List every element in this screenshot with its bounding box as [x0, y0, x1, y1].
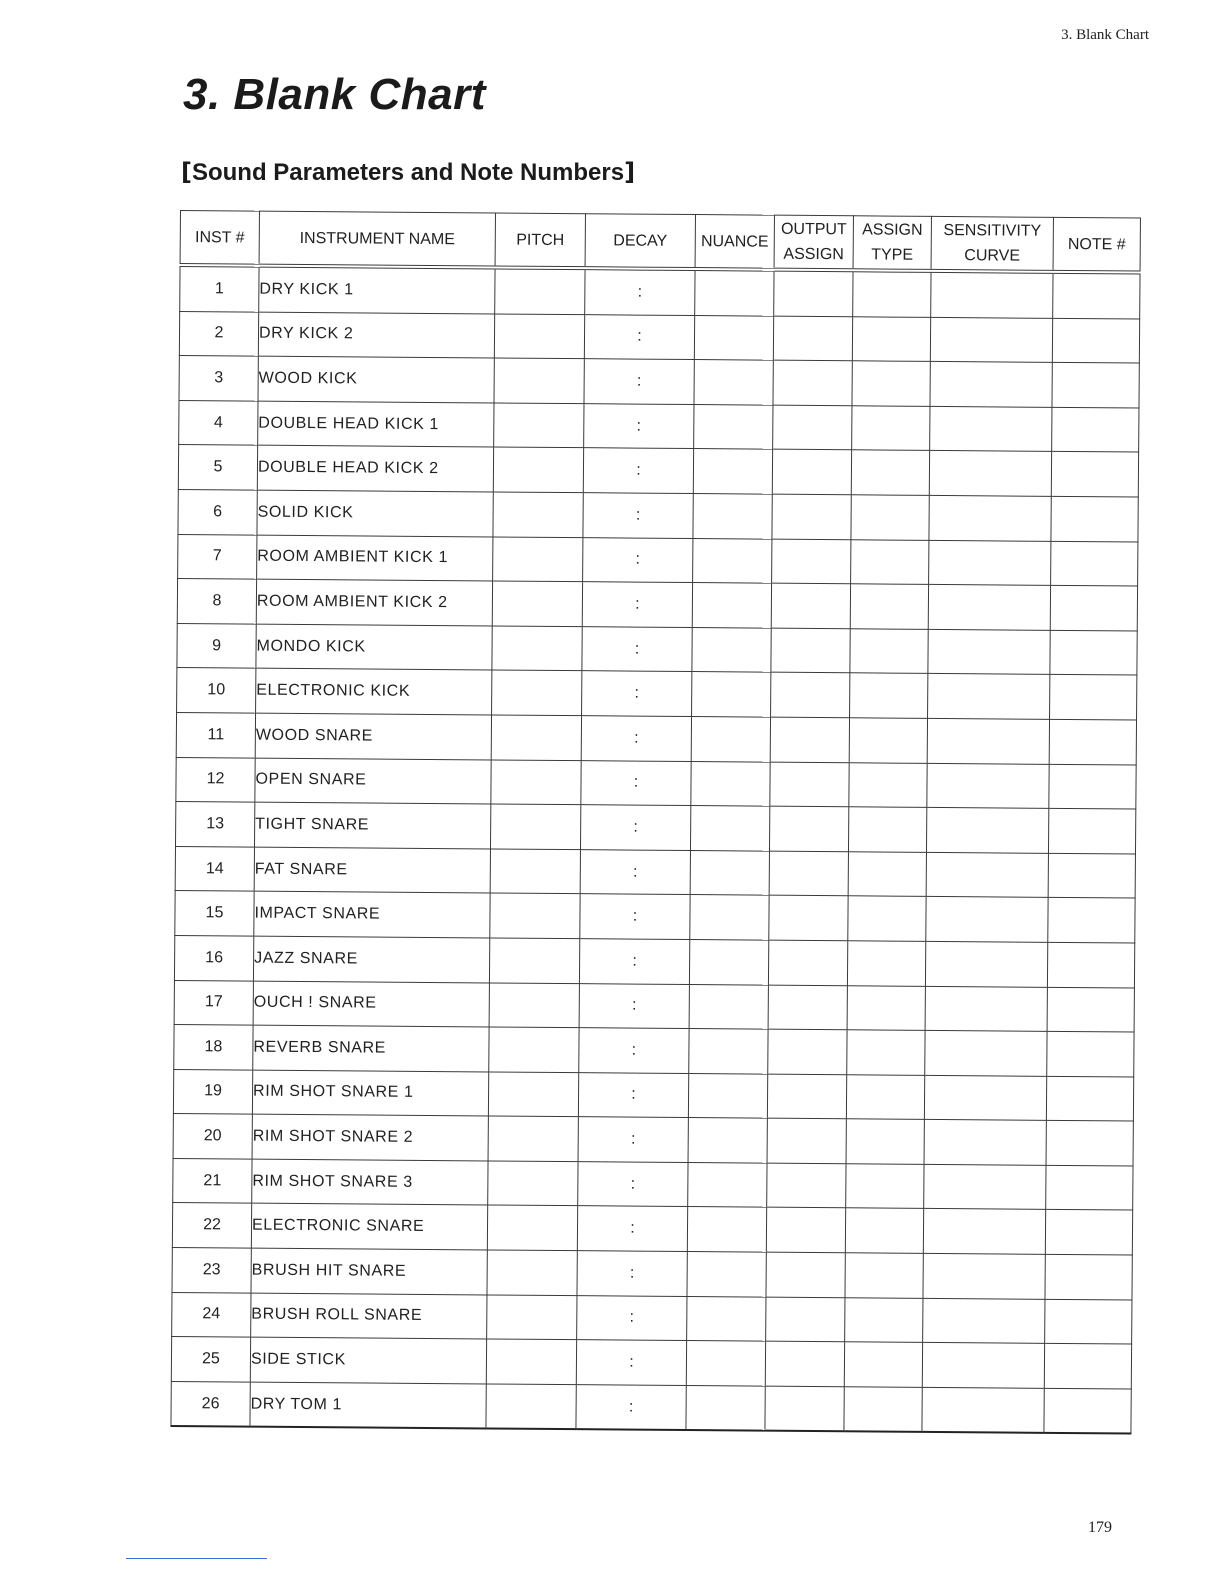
cell-sensitivity-curve[interactable]	[926, 897, 1048, 943]
cell-instrument-name: JAZZ SNARE	[253, 936, 489, 982]
cell-inst-number: 19	[173, 1069, 252, 1114]
cell-decay[interactable]: :	[584, 359, 694, 404]
cell-assign-type[interactable]	[852, 316, 930, 361]
table-row	[171, 1337, 1131, 1389]
cell-note-number[interactable]	[1052, 318, 1139, 363]
cell-nuance[interactable]	[688, 1118, 767, 1163]
table-row	[178, 489, 1138, 541]
cell-assign-type[interactable]	[849, 762, 927, 807]
cell-assign-type[interactable]	[850, 629, 928, 674]
cell-instrument-name: BRUSH ROLL SNARE	[251, 1293, 487, 1339]
cell-assign-type[interactable]	[852, 406, 930, 451]
header-sensitivity-curve	[931, 216, 1053, 271]
cell-pitch[interactable]	[488, 1072, 578, 1117]
cell-assign-type[interactable]	[845, 1208, 923, 1253]
cell-nuance[interactable]	[687, 1252, 766, 1297]
cell-decay[interactable]: :	[581, 760, 691, 805]
cell-pitch[interactable]	[491, 715, 581, 760]
cell-sensitivity-curve[interactable]	[925, 1030, 1047, 1076]
cell-sensitivity-curve[interactable]	[924, 1120, 1046, 1166]
cell-assign-type[interactable]	[852, 361, 930, 406]
cell-assign-type[interactable]	[847, 1030, 925, 1075]
cell-decay[interactable]: :	[582, 582, 692, 627]
cell-inst-number: 22	[172, 1203, 251, 1248]
cell-instrument-name: IMPACT SNARE	[254, 891, 490, 937]
cell-inst-number: 16	[174, 935, 253, 980]
cell-output-assign[interactable]	[773, 360, 852, 405]
cell-assign-type[interactable]	[845, 1253, 923, 1298]
cell-decay[interactable]: :	[576, 1340, 686, 1385]
cell-nuance[interactable]	[689, 939, 768, 984]
table-body	[171, 265, 1140, 1434]
cell-pitch[interactable]	[494, 403, 584, 448]
header-pitch: PITCH	[495, 213, 585, 268]
cell-inst-number: 6	[178, 489, 257, 534]
cell-assign-type[interactable]	[848, 851, 926, 896]
header-output-line2: ASSIGN	[783, 245, 844, 264]
cell-nuance[interactable]	[693, 538, 772, 583]
cell-instrument-name: WOOD KICK	[258, 356, 494, 402]
header-output-line1: OUTPUT	[780, 220, 847, 239]
cell-output-assign[interactable]	[768, 985, 847, 1030]
cell-nuance[interactable]	[690, 895, 769, 940]
cell-inst-number: 15	[175, 891, 254, 936]
header-inst: INST #	[180, 211, 259, 266]
page-number: 179	[1088, 1519, 1112, 1536]
cell-assign-type[interactable]	[849, 718, 927, 763]
cell-note-number[interactable]	[1053, 272, 1140, 319]
page-title: 3. Blank Chart	[183, 70, 486, 119]
cell-output-assign[interactable]	[774, 270, 853, 317]
cell-output-assign[interactable]	[766, 1208, 845, 1253]
cell-assign-type[interactable]	[853, 270, 931, 317]
cell-output-assign[interactable]	[773, 316, 852, 361]
cell-note-number[interactable]	[1049, 764, 1136, 809]
cell-nuance[interactable]	[693, 449, 772, 494]
cell-sensitivity-curve[interactable]	[928, 674, 1050, 720]
table-row	[172, 1203, 1132, 1255]
cell-output-assign[interactable]	[771, 628, 850, 673]
cell-inst-number: 8	[177, 579, 256, 624]
cell-decay[interactable]: :	[583, 493, 693, 538]
table-row	[173, 1069, 1133, 1121]
cell-nuance[interactable]	[692, 583, 771, 628]
cell-sensitivity-curve[interactable]	[923, 1298, 1045, 1344]
cell-sensitivity-curve[interactable]	[926, 808, 1048, 854]
cell-nuance[interactable]	[694, 315, 773, 360]
cell-sensitivity-curve[interactable]	[929, 495, 1051, 541]
cell-pitch[interactable]	[495, 267, 585, 314]
cell-note-number[interactable]	[1045, 1254, 1132, 1299]
cell-instrument-name: ROOM AMBIENT KICK 1	[257, 535, 493, 581]
cell-assign-type[interactable]	[846, 1164, 924, 1209]
cell-instrument-name: RIM SHOT SNARE 1	[252, 1070, 488, 1116]
cell-note-number[interactable]	[1048, 853, 1135, 898]
table-row	[177, 579, 1137, 631]
cell-sensitivity-curve[interactable]	[925, 941, 1047, 987]
cell-pitch[interactable]	[487, 1250, 577, 1295]
footer-rule	[126, 1558, 267, 1559]
cell-assign-type[interactable]	[844, 1387, 922, 1433]
cell-assign-type[interactable]	[850, 584, 928, 629]
cell-pitch[interactable]	[494, 358, 584, 403]
cell-pitch[interactable]	[487, 1295, 577, 1340]
cell-assign-type[interactable]	[844, 1342, 922, 1387]
cell-instrument-name: RIM SHOT SNARE 3	[252, 1159, 488, 1205]
cell-instrument-name: OPEN SNARE	[255, 758, 491, 804]
table-row	[174, 980, 1134, 1032]
header-instrument-name: INSTRUMENT NAME	[259, 211, 495, 267]
cell-sensitivity-curve[interactable]	[926, 852, 1048, 898]
table-row	[176, 757, 1136, 809]
cell-output-assign[interactable]	[772, 494, 851, 539]
cell-assign-type[interactable]	[847, 985, 925, 1030]
cell-instrument-name: WOOD SNARE	[255, 713, 491, 759]
section-title-close-bracket: ]	[624, 158, 636, 186]
cell-decay[interactable]: :	[582, 671, 692, 716]
blank-chart	[170, 210, 1140, 1435]
cell-pitch[interactable]	[493, 537, 583, 582]
cell-instrument-name: DRY TOM 1	[250, 1382, 486, 1429]
cell-pitch[interactable]	[494, 314, 584, 359]
cell-decay[interactable]: :	[584, 314, 694, 359]
cell-nuance[interactable]	[689, 984, 768, 1029]
cell-pitch[interactable]	[489, 982, 579, 1027]
header-output-assign	[774, 215, 853, 270]
cell-inst-number: 5	[178, 445, 257, 490]
cell-assign-type[interactable]	[846, 1119, 924, 1164]
cell-nuance[interactable]	[687, 1296, 766, 1341]
cell-sensitivity-curve[interactable]	[928, 629, 1050, 675]
cell-instrument-name: DOUBLE HEAD KICK 2	[257, 445, 493, 491]
cell-assign-type[interactable]	[846, 1074, 924, 1119]
cell-note-number[interactable]	[1049, 719, 1136, 764]
cell-nuance[interactable]	[686, 1385, 765, 1431]
cell-pitch[interactable]	[490, 893, 580, 938]
cell-instrument-name: DRY KICK 1	[259, 266, 495, 314]
cell-note-number[interactable]	[1052, 363, 1139, 408]
cell-inst-number: 7	[178, 534, 257, 579]
cell-inst-number: 11	[176, 712, 255, 757]
cell-nuance[interactable]	[695, 269, 774, 316]
table-row	[175, 891, 1135, 943]
header-note-number: NOTE #	[1053, 217, 1140, 272]
cell-pitch[interactable]	[492, 626, 582, 671]
cell-decay[interactable]: :	[583, 537, 693, 582]
cell-nuance[interactable]	[690, 850, 769, 895]
cell-note-number[interactable]	[1045, 1299, 1132, 1344]
cell-nuance[interactable]	[690, 806, 769, 851]
cell-output-assign[interactable]	[771, 583, 850, 628]
cell-note-number[interactable]	[1046, 1121, 1133, 1166]
cell-output-assign[interactable]	[769, 806, 848, 851]
cell-inst-number: 25	[171, 1337, 250, 1382]
cell-decay[interactable]: :	[577, 1295, 687, 1340]
cell-note-number[interactable]	[1046, 1076, 1133, 1121]
cell-instrument-name: BRUSH HIT SNARE	[251, 1248, 487, 1294]
header-sensitivity-line2: CURVE	[964, 247, 1021, 265]
cell-note-number[interactable]	[1046, 1165, 1133, 1210]
header-nuance: NUANCE	[695, 215, 774, 270]
cell-decay[interactable]: :	[582, 626, 692, 671]
cell-decay[interactable]: :	[578, 1072, 688, 1117]
cell-output-assign[interactable]	[772, 539, 851, 584]
cell-instrument-name: ROOM AMBIENT KICK 2	[256, 579, 492, 625]
cell-decay[interactable]: :	[578, 1117, 688, 1162]
header-assign-line1: ASSIGN	[862, 221, 923, 239]
cell-note-number[interactable]	[1045, 1210, 1132, 1255]
table-row	[172, 1292, 1132, 1344]
cell-pitch[interactable]	[489, 938, 579, 983]
cell-assign-type[interactable]	[845, 1297, 923, 1342]
cell-pitch[interactable]	[493, 492, 583, 537]
cell-decay[interactable]: :	[583, 448, 693, 493]
cell-output-assign[interactable]	[769, 851, 848, 896]
cell-sensitivity-curve[interactable]	[930, 362, 1052, 408]
cell-decay[interactable]: :	[580, 894, 690, 939]
table-row	[174, 1025, 1134, 1077]
cell-inst-number: 14	[175, 846, 254, 891]
table-row	[172, 1248, 1132, 1300]
cell-sensitivity-curve[interactable]	[930, 406, 1052, 452]
cell-decay[interactable]: :	[585, 268, 695, 315]
cell-instrument-name: ELECTRONIC KICK	[256, 668, 492, 714]
cell-note-number[interactable]	[1044, 1344, 1131, 1389]
cell-instrument-name: MONDO KICK	[256, 624, 492, 670]
section-title-open-bracket: [	[181, 158, 192, 186]
cell-note-number[interactable]	[1050, 675, 1137, 720]
cell-pitch[interactable]	[492, 670, 582, 715]
section-title	[181, 158, 635, 187]
cell-nuance[interactable]	[686, 1341, 765, 1386]
cell-output-assign[interactable]	[771, 672, 850, 717]
cell-nuance[interactable]	[694, 360, 773, 405]
table-row	[176, 802, 1136, 854]
cell-note-number[interactable]	[1051, 496, 1138, 541]
cell-pitch[interactable]	[487, 1205, 577, 1250]
cell-output-assign[interactable]	[766, 1252, 845, 1297]
cell-assign-type[interactable]	[850, 673, 928, 718]
cell-note-number[interactable]	[1044, 1388, 1131, 1434]
cell-output-assign[interactable]	[772, 450, 851, 495]
cell-note-number[interactable]	[1047, 987, 1134, 1032]
cell-sensitivity-curve[interactable]	[922, 1387, 1044, 1433]
cell-pitch[interactable]	[493, 447, 583, 492]
cell-sensitivity-curve[interactable]	[929, 540, 1051, 586]
cell-output-assign[interactable]	[765, 1341, 844, 1386]
cell-sensitivity-curve[interactable]	[928, 585, 1050, 631]
cell-nuance[interactable]	[688, 1073, 767, 1118]
cell-sensitivity-curve[interactable]	[927, 718, 1049, 764]
table-header-row	[180, 211, 1140, 273]
cell-sensitivity-curve[interactable]	[931, 271, 1053, 318]
table-row	[173, 1158, 1133, 1210]
cell-pitch[interactable]	[488, 1161, 578, 1206]
cell-decay[interactable]: :	[579, 983, 689, 1028]
cell-sensitivity-curve[interactable]	[923, 1253, 1045, 1299]
cell-assign-type[interactable]	[847, 941, 925, 986]
cell-instrument-name: FAT SNARE	[254, 847, 490, 893]
cell-inst-number: 26	[171, 1381, 250, 1427]
table-row	[176, 712, 1136, 764]
cell-note-number[interactable]	[1051, 541, 1138, 586]
cell-instrument-name: REVERB SNARE	[253, 1025, 489, 1071]
cell-decay[interactable]: :	[577, 1206, 687, 1251]
cell-note-number[interactable]	[1048, 808, 1135, 853]
cell-inst-number: 17	[174, 980, 253, 1025]
cell-instrument-name: DOUBLE HEAD KICK 1	[258, 401, 494, 447]
cell-nuance[interactable]	[687, 1207, 766, 1252]
cell-sensitivity-curve[interactable]	[924, 1075, 1046, 1121]
table-row	[177, 668, 1137, 720]
table-row	[179, 356, 1139, 408]
cell-output-assign[interactable]	[768, 940, 847, 985]
cell-inst-number: 10	[177, 668, 256, 713]
cell-inst-number: 20	[173, 1114, 252, 1159]
cell-assign-type[interactable]	[851, 495, 929, 540]
cell-pitch[interactable]	[490, 849, 580, 894]
section-title-text: Sound Parameters and Note Numbers	[191, 159, 625, 186]
cell-sensitivity-curve[interactable]	[925, 986, 1047, 1032]
table-row	[180, 265, 1140, 319]
cell-instrument-name: RIM SHOT SNARE 2	[252, 1114, 488, 1160]
cell-instrument-name: SOLID KICK	[257, 490, 493, 536]
cell-pitch[interactable]	[486, 1339, 576, 1384]
cell-pitch[interactable]	[489, 1027, 579, 1072]
cell-output-assign[interactable]	[767, 1163, 846, 1208]
cell-sensitivity-curve[interactable]	[923, 1209, 1045, 1255]
cell-assign-type[interactable]	[848, 807, 926, 852]
cell-sensitivity-curve[interactable]	[929, 451, 1051, 497]
cell-decay[interactable]: :	[579, 1028, 689, 1073]
cell-inst-number: 9	[177, 623, 256, 668]
header-assign-line2: TYPE	[871, 246, 914, 264]
cell-assign-type[interactable]	[848, 896, 926, 941]
cell-note-number[interactable]	[1047, 1031, 1134, 1076]
cell-inst-number: 23	[172, 1248, 251, 1293]
cell-note-number[interactable]	[1047, 942, 1134, 987]
cell-inst-number: 12	[176, 757, 255, 802]
cell-decay[interactable]: :	[577, 1251, 687, 1296]
cell-decay[interactable]: :	[578, 1162, 688, 1207]
table-row	[173, 1114, 1133, 1166]
cell-inst-number: 24	[172, 1292, 251, 1337]
cell-note-number[interactable]	[1050, 630, 1137, 675]
cell-output-assign[interactable]	[769, 895, 848, 940]
cell-inst-number: 3	[179, 356, 258, 401]
table-row	[178, 445, 1138, 497]
cell-inst-number: 13	[176, 802, 255, 847]
cell-inst-number: 2	[179, 311, 258, 356]
cell-decay[interactable]: :	[579, 939, 689, 984]
cell-note-number[interactable]	[1048, 898, 1135, 943]
cell-inst-number: 1	[180, 265, 259, 312]
cell-nuance[interactable]	[692, 672, 771, 717]
cell-instrument-name: TIGHT SNARE	[255, 802, 491, 848]
cell-decay[interactable]: :	[580, 805, 690, 850]
cell-nuance[interactable]	[694, 404, 773, 449]
table-row	[174, 935, 1134, 987]
cell-pitch[interactable]	[491, 759, 581, 804]
header-sensitivity-line1: SENSITIVITY	[943, 221, 1042, 240]
cell-pitch[interactable]	[490, 804, 580, 849]
cell-instrument-name: OUCH ! SNARE	[253, 981, 489, 1027]
cell-decay[interactable]: :	[581, 716, 691, 761]
cell-decay[interactable]: :	[584, 403, 694, 448]
cell-inst-number: 4	[179, 400, 258, 445]
cell-output-assign[interactable]	[766, 1297, 845, 1342]
cell-note-number[interactable]	[1052, 407, 1139, 452]
table-row	[179, 400, 1139, 452]
running-header: 3. Blank Chart	[1061, 27, 1149, 43]
cell-assign-type[interactable]	[851, 450, 929, 495]
cell-output-assign[interactable]	[770, 717, 849, 762]
cell-nuance[interactable]	[692, 627, 771, 672]
sound-parameters-table	[170, 210, 1141, 1435]
cell-pitch[interactable]	[492, 581, 582, 626]
cell-sensitivity-curve[interactable]	[924, 1164, 1046, 1210]
cell-output-assign[interactable]	[773, 405, 852, 450]
table-row	[177, 623, 1137, 675]
cell-note-number[interactable]	[1050, 586, 1137, 631]
table-row	[179, 311, 1139, 363]
cell-output-assign[interactable]	[767, 1074, 846, 1119]
cell-output-assign[interactable]	[767, 1118, 846, 1163]
cell-output-assign[interactable]	[770, 762, 849, 807]
cell-note-number[interactable]	[1051, 452, 1138, 497]
cell-instrument-name: SIDE STICK	[250, 1337, 486, 1383]
header-decay: DECAY	[585, 214, 695, 269]
cell-assign-type[interactable]	[851, 539, 929, 584]
cell-output-assign[interactable]	[765, 1386, 844, 1432]
cell-nuance[interactable]	[689, 1029, 768, 1074]
cell-sensitivity-curve[interactable]	[930, 317, 1052, 363]
table-row	[178, 534, 1138, 586]
cell-pitch[interactable]	[486, 1384, 576, 1430]
cell-nuance[interactable]	[691, 761, 770, 806]
cell-sensitivity-curve[interactable]	[922, 1343, 1044, 1389]
cell-nuance[interactable]	[688, 1162, 767, 1207]
cell-pitch[interactable]	[488, 1116, 578, 1161]
cell-decay[interactable]: :	[580, 849, 690, 894]
cell-nuance[interactable]	[693, 494, 772, 539]
table-row	[171, 1381, 1131, 1434]
cell-output-assign[interactable]	[768, 1029, 847, 1074]
cell-inst-number: 18	[174, 1025, 253, 1070]
cell-instrument-name: ELECTRONIC SNARE	[251, 1204, 487, 1250]
cell-instrument-name: DRY KICK 2	[258, 312, 494, 358]
cell-decay[interactable]: :	[576, 1384, 686, 1430]
header-assign-type	[853, 216, 931, 271]
table-row	[175, 846, 1135, 898]
cell-inst-number: 21	[173, 1158, 252, 1203]
cell-nuance[interactable]	[691, 716, 770, 761]
cell-sensitivity-curve[interactable]	[927, 763, 1049, 809]
